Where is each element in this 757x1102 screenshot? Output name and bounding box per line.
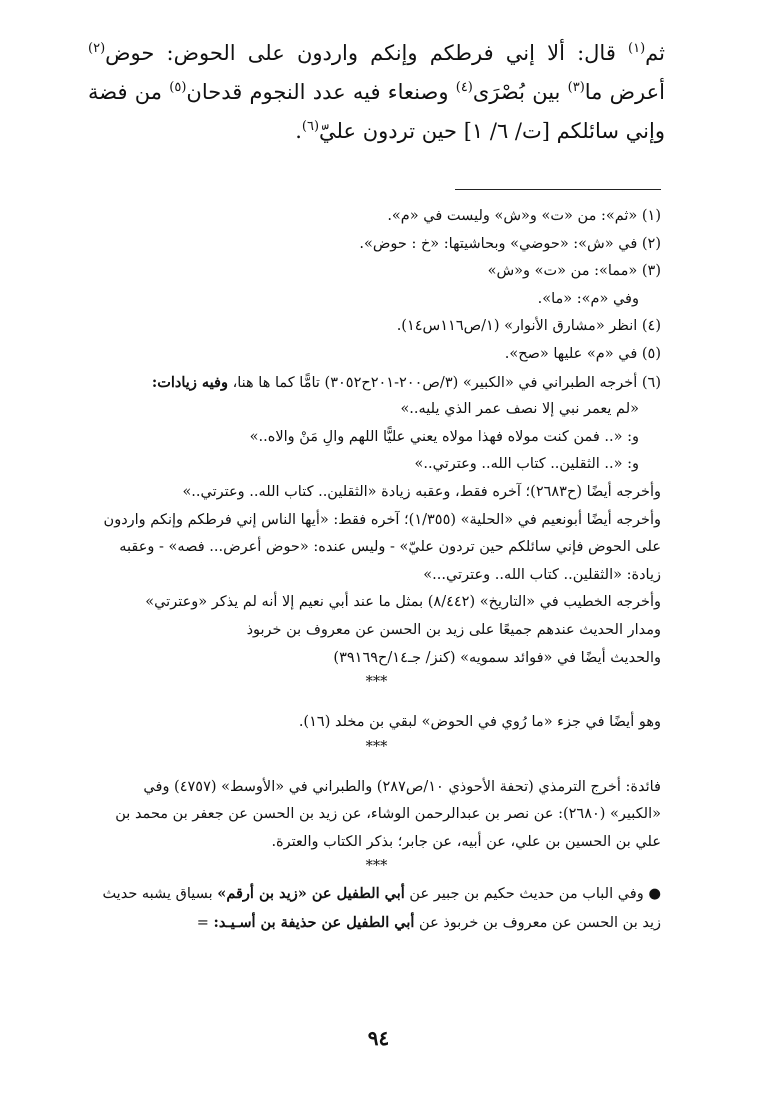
footnote-marker-3[interactable]: (٣) xyxy=(567,80,585,95)
footnote-6-text: (٦) أخرجه الطبراني في «الكبير» (٣/ص٢٠٠-٢٠١ح٣٠٥٢) تامًّا كما ها هنا، xyxy=(227,374,661,391)
main-text-segment: بين بُصْرَى xyxy=(472,80,568,104)
main-text-segment: أعرض ما xyxy=(584,80,666,104)
footnote-marker-4[interactable]: (٤) xyxy=(455,80,473,95)
main-text-segment: . xyxy=(295,119,302,143)
chapter-note xyxy=(92,880,661,937)
footnote-3: (٣) «مما»: من «ت» و«ش» xyxy=(487,263,661,280)
footnote-6-line: ومدار الحديث عندهم جميعًا على زيد بن الحسن عن معروف بن خربوذ xyxy=(246,621,661,638)
footnote-4: (٤) انظر «مشارق الأنوار» (١/ص١١٦س١٤). xyxy=(396,318,661,335)
footnote-6 xyxy=(92,369,661,397)
footnote-6-line: وهو أيضًا في جزء «ما رُوي في الحوض» لبقي بن مخلد (١٦). xyxy=(298,714,661,731)
chapter-note-emphasis: أبي الطفيل عن «زيد بن أرقم» xyxy=(217,885,405,903)
footnote-5: (٥) في «م» عليها «صح». xyxy=(504,345,661,362)
footnote-6-line: و: «.. الثقلين.. كتاب الله.. وعترتي..» xyxy=(414,456,639,473)
section-separator-stars: *** xyxy=(365,738,388,755)
footnote-6-line: «لم يعمر نبي إلا نصف عمر الذي يليه..» xyxy=(400,401,639,418)
main-text-segment: ثم xyxy=(645,41,665,65)
footnote-6-line: وأخرجه الخطيب في «التاريخ» (٨/٤٤٢) بمثل ما عند أبي نعيم إلا أنه لم يذكر «وعترتي» xyxy=(145,594,661,611)
main-text-segment: من فضة وإني سائلكم [ت/ ٦/ ١] حين تردون عليّ xyxy=(88,80,665,143)
footnote-marker-5[interactable]: (٥) xyxy=(169,80,187,95)
footnote-1: (١) «ثم»: من «ت» و«ش» وليست في «م». xyxy=(387,208,661,224)
footnote-marker-2[interactable]: (٢) xyxy=(88,41,106,56)
footnote-2: (٢) في «ش»: «حوضي» وبحاشيتها: «خ : حوض». xyxy=(359,235,661,252)
main-text-segment: قال: ألا إني فرطكم وإنكم واردون على الحوض: حوض xyxy=(105,41,629,65)
chapter-note-text: ● وفي الباب من حديث حكيم بن جبير عن xyxy=(404,886,661,903)
footnote-6-line: والحديث أيضًا في «فوائد سمويه» (كنز/ جـ١٤/ح٣٩١٦٩) xyxy=(333,649,661,666)
section-separator-stars: *** xyxy=(365,858,388,875)
benefit-note: فائدة: أخرج الترمذي (تحفة الأحوذي ١٠/ص٢٨٧) والطبراني في «الأوسط» (٤٧٥٧) وفي «الكبير» (٢٦٨٠): عن نصر بن عبدالرحمن الوشاء، عن زيد بن الحسن عن جعفر بن محمد بن علي بن الحسين بن علي، عن أبيه، عن جابر؛ بذكر الكتاب والعترة. xyxy=(115,778,661,850)
footnote-separator xyxy=(455,189,661,190)
footnotes xyxy=(92,203,661,938)
footnote-marker-6[interactable]: (٦) xyxy=(301,119,320,134)
chapter-note-text: بسياق يشبه حديث زيد بن الحسن عن معروف بن خربوذ عن xyxy=(102,886,661,932)
footnote-6-line: وأخرجه أيضًا أبونعيم في «الحلية» (١/٣٥٥)؛ آخره فقط: «أيها الناس إني فرطكم وإنكم واردون على الحوض فإني سائلكم حين تردون عليّ» - وليس عنده: «حوض أعرض... فصه» - وعقبه زيادة: «الثقلين.. كتاب الله.. وعترتي...» xyxy=(103,511,661,583)
footnote-6-line: وأخرجه أيضًا (ح٢٦٨٣)؛ آخره فقط، وعقبه زيادة «الثقلين.. كتاب الله.. وعترتي..» xyxy=(182,483,661,500)
page-number: ٩٤ xyxy=(367,1026,390,1050)
main-text xyxy=(88,34,665,151)
chapter-note-emphasis: أبي الطفيل عن حذيفة بن أسـيـد: xyxy=(213,914,415,932)
footnote-6-emphasis: وفيه زيادات: xyxy=(151,373,228,391)
continuation-mark: = xyxy=(196,915,214,932)
section-separator-stars: *** xyxy=(365,674,388,691)
main-text-segment: وصنعاء فيه عدد النجوم قدحان xyxy=(186,80,456,104)
footnote-3-continued: وفي «م»: «ما». xyxy=(537,290,639,307)
footnote-6-line: و: «.. فمن كنت مولاه فهذا مولاه يعني عليًّا اللهم والِ مَنْ والاه..» xyxy=(249,428,639,445)
footnote-marker-1[interactable]: (١) xyxy=(628,41,646,56)
